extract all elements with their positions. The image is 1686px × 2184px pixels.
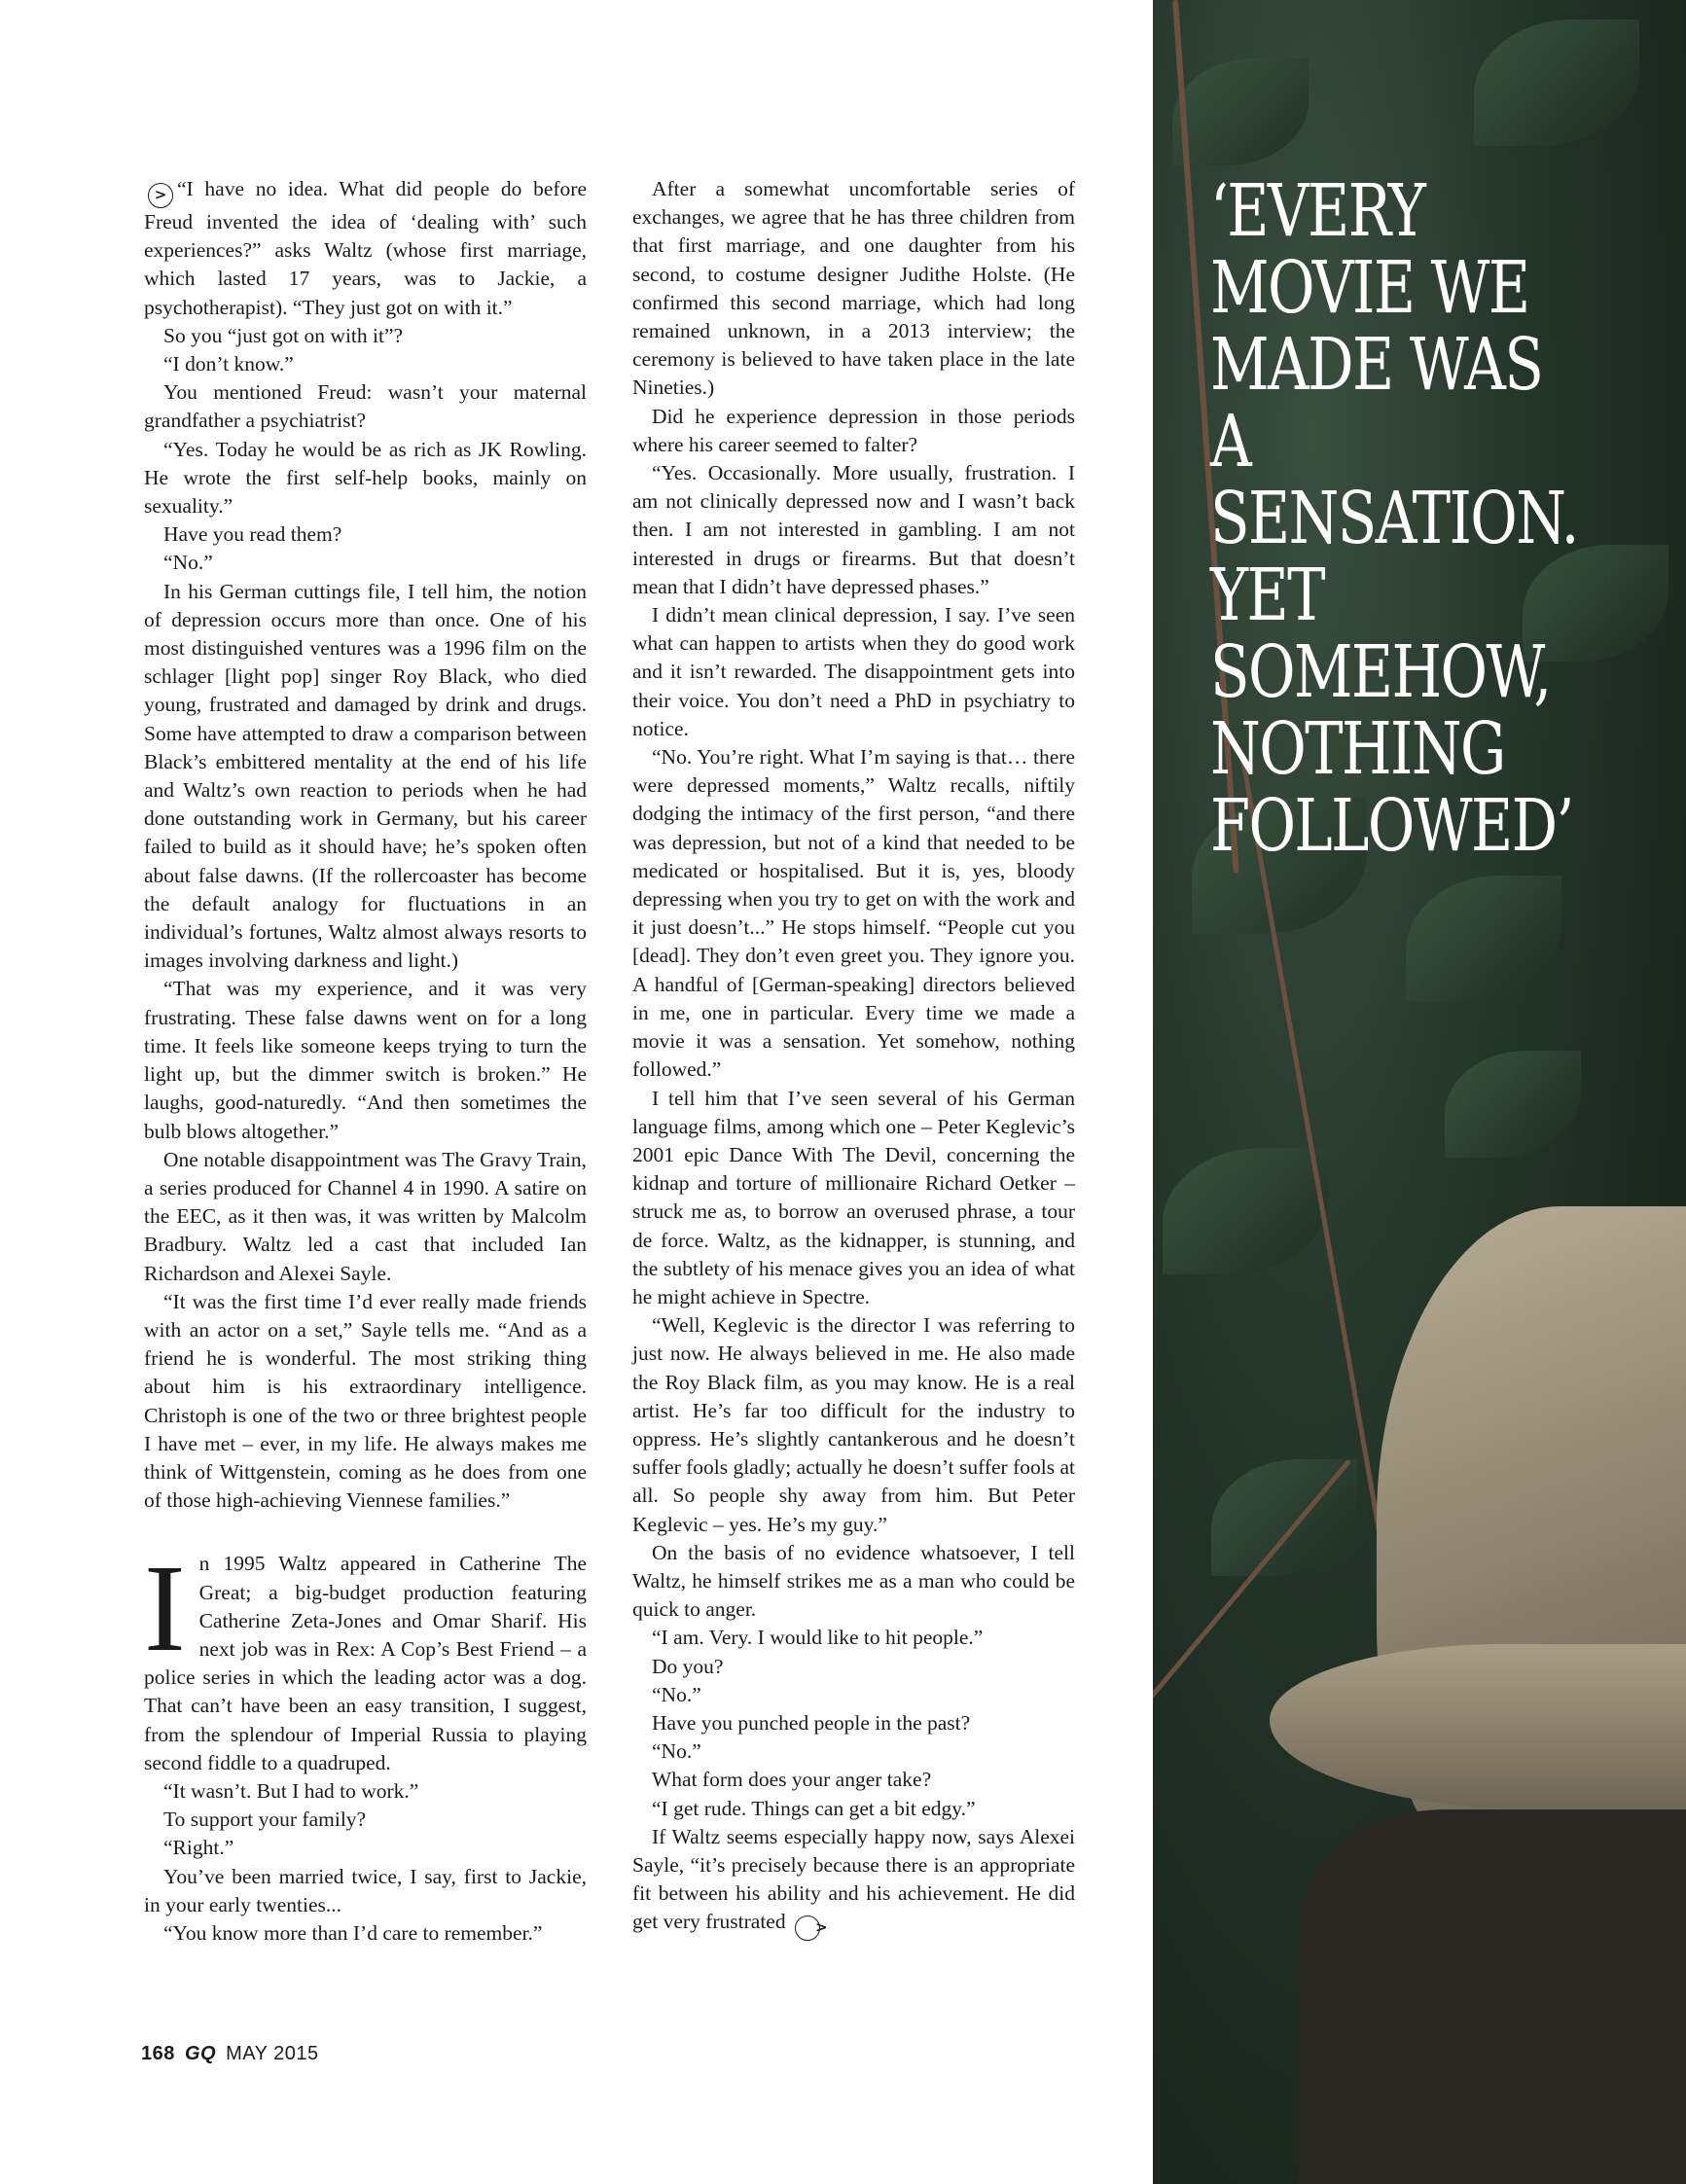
ivy-leaf (1474, 19, 1639, 146)
paragraph: “You know more than I’d care to remember.” (163, 1920, 543, 1945)
ivy-leaf (1406, 876, 1561, 1002)
continue-arrow-icon: > (795, 1915, 820, 1941)
paragraph: “Right.” (163, 1836, 234, 1860)
ivy-leaf (1445, 1051, 1581, 1158)
page-number: 168 (141, 2043, 175, 2064)
paragraph: What form does your anger take? (652, 1768, 932, 1792)
paragraph: One notable disappointment was The Gravy Train, a series produced for Channel 4 in 1990. A satire on the EEC, as it then was, it was written by Malcolm Bradbury. Waltz led a cast that included Ian Richardson and Alexei Sayle. (144, 1147, 587, 1285)
paragraph: “That was my experience, and it was very frustrating. These false dawns went on for a long time. It feels like someone keeps trying to turn the light up, but the dimmer switch is broken.” He laughs, good-naturedly. “And then sometimes the bulb blows altogether.” (144, 977, 587, 1143)
paragraph: > “I have no idea. What did people do before Freud invented the idea of ‘dealing with’ such experiences?” asks Waltz (whose first marriage, which lasted 17 years, was to Jackie, a psychotherapist). “They just got on with it.” (144, 177, 587, 319)
paragraph: I didn’t mean clinical depression, I say. I’ve seen what can happen to artists when they do good work and it isn’t rewarded. The disappointment gets into their voice. You don’t need a PhD in psychiatry to notice. (632, 603, 1075, 740)
paragraph: “No.” (652, 1682, 701, 1706)
article-column-1 (144, 175, 587, 1948)
drop-cap: I (144, 1539, 186, 1678)
paragraph: I tell him that I’ve seen several of his German language films, among which one – Peter Keglevic’s 2001 epic Dance With The Devil, concerning the kidnap and torture of millionaire Richard Oetker – struck me as, to borrow an overused phrase, a tour de force. Waltz, as the kidnapper, is stunning, and the subtlety of his menace gives you an idea of what he might achieve in Spectre. (632, 1086, 1075, 1308)
article-column-2 (632, 175, 1075, 1941)
paragraph: In his German cuttings file, I tell him, the notion of depression occurs more than once. One of his most distinguished ventures was a 1996 film on the schlager [light pop] singer Roy Black, who died young, frustrated and damaged by drink and drugs. Some have attempted to draw a comparison between Black’s embittered mentality at the end of his life and Waltz’s own reaction to periods when he had done outstanding work in Germany, but his career failed to build as it should have; he’s spoken often about false dawns. (If the rollercoaster has become the default analogy for fluctuations in an individual’s fortunes, Waltz almost always resorts to images involving darkness and light.) (144, 579, 587, 973)
paragraph: “No.” (163, 551, 213, 575)
hat-brim (1270, 1644, 1686, 1809)
paragraph: “No. You’re right. What I’m saying is that… there were depressed moments,” Waltz recalls, niftily dodging the intimacy of the first person, “and there was depression, but not of a kind that needed to be medicated or hospitalised. But it is, yes, bloody depressing when you try to get on with the work and it just doesn’t...” He stops himself. “People cut you [dead]. They don’t even greet you. They ignore you. A handful of [German-speaking] directors believed in me, one in particular. Every time we made a movie it was a sensation. Yet somehow, nothing followed.” (632, 745, 1075, 1082)
paragraph: Have you punched people in the past? (652, 1710, 971, 1735)
continued-arrow-icon: > (148, 183, 173, 208)
paragraph: You mentioned Freud: wasn’t your maternal grandfather a psychiatrist? (144, 380, 587, 433)
paragraph: Have you read them? (163, 522, 342, 547)
paragraph: Do you? (652, 1654, 724, 1678)
pull-quote: ‘EVERY MOVIE WE MADE WAS A SENSATION. YET SOMEHOW, NOTHING FOLLOWED’ (1210, 169, 1578, 868)
paragraph: So you “just got on with it”? (163, 323, 404, 347)
paragraph: “Yes. Occasionally. More usually, frustration. I am not clinically depressed now and I wasn’t back then. I am not interested in gambling. I am not interested in drugs or firearms. But that doesn’t mean that I didn’t have depressed phases.” (632, 461, 1075, 598)
paragraph: “I don’t know.” (163, 352, 294, 376)
paragraph: After a somewhat uncomfortable series of exchanges, we agree that he has three children from that first marriage, and one daughter from his second, to costume designer Judithe Holste. (He confirmed this second marriage, which had long remained unknown, in a 2013 interview; the ceremony is believed to have taken place in the late Nineties.) (632, 177, 1075, 400)
coat-shadow (1299, 1809, 1686, 2184)
ivy-leaf (1163, 1148, 1328, 1274)
paragraph: “It wasn’t. But I had to work.” (163, 1778, 419, 1803)
issue-date: MAY 2015 (226, 2043, 319, 2064)
page-footer (141, 2043, 319, 2065)
paragraph: To support your family? (163, 1808, 367, 1832)
paragraph: On the basis of no evidence whatsoever, I tell Waltz, he himself strikes me as a man who could be quick to anger. (632, 1540, 1075, 1622)
ivy-leaf (1172, 58, 1309, 165)
paragraph: “I am. Very. I would like to hit people.” (652, 1626, 984, 1650)
paragraph: If Waltz seems especially happy now, says Alexei Sayle, “it’s precisely because there is an appropriate fit between his ability and his achievement. He did get very frustrated > (632, 1823, 1075, 1942)
paragraph: Did he experience depression in those periods where his career seemed to falter? (632, 404, 1075, 456)
magazine-logo: GQ (184, 2043, 217, 2064)
paragraph: “I get rude. Things can get a bit edgy.” (652, 1796, 976, 1820)
paragraph: “It was the first time I’d ever really made friends with an actor on a set,” Sayle tells me. “And as a friend he is wonderful. The most striking thing about him is his extraordinary intelligence. Christoph is one of the two or three brightest people I have met – ever, in my life. He always makes me think of Wittgenstein, coming as he does from one of those high-achieving Viennese families.” (144, 1289, 587, 1513)
paragraph: “Yes. Today he would be as rich as JK Rowling. He wrote the first self-help books, mainly on sexuality.” (144, 437, 587, 519)
paragraph: “Well, Keglevic is the director I was referring to just now. He always believed in me. He also made the Roy Black film, as you may know. He is a real artist. He’s far too difficult for the industry to oppress. He’s slightly cantankerous and he doesn’t suffer fools gladly; actually he doesn’t suffer fools at all. So people shy away from him. But Peter Keglevic – yes. He’s my guy.” (632, 1313, 1075, 1536)
paragraph: “No.” (652, 1739, 701, 1764)
dropcap-paragraph: In 1995 Waltz appeared in Catherine The Great; a big-budget production featuring Catherine Zeta-Jones and Omar Sharif. His next job was in Rex: A Cop’s Best Friend – a police series in which the leading actor was a dog. That can’t have been an easy transition, I suggest, from the splendour of Imperial Russia to playing second fiddle to a quadruped. (144, 1539, 587, 1774)
paragraph: You’ve been married twice, I say, first to Jackie, in your early twenties... (144, 1864, 587, 1916)
